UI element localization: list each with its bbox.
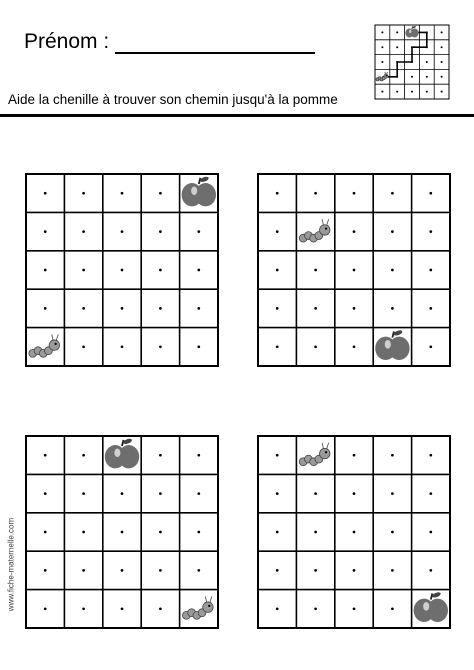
grid-dot <box>429 269 432 272</box>
grid-dot <box>391 569 394 572</box>
grid-dot <box>276 531 279 534</box>
grid-dot <box>121 607 124 610</box>
grid-dot <box>121 307 124 310</box>
grid-dot <box>159 269 162 272</box>
grid-dot <box>82 607 85 610</box>
grid-dot <box>121 269 124 272</box>
grid-dot <box>353 607 356 610</box>
grid-dot <box>429 192 432 195</box>
grid-dot <box>441 76 443 78</box>
grid-dot <box>44 569 47 572</box>
grid-dot <box>82 569 85 572</box>
grid-dot <box>396 31 398 33</box>
grid-dot <box>353 531 356 534</box>
grid-dot <box>44 307 47 310</box>
grid-dot <box>44 230 47 233</box>
grid-dot <box>441 91 443 93</box>
grid-dot <box>391 531 394 534</box>
grid-dot <box>44 454 47 457</box>
grid-dot <box>314 492 317 495</box>
grid-dot <box>441 61 443 63</box>
grid-dot <box>314 531 317 534</box>
grid-dot <box>82 345 85 348</box>
grid-dot <box>391 454 394 457</box>
grid-dot <box>396 61 398 63</box>
header-divider <box>0 114 474 117</box>
grid-dot <box>276 569 279 572</box>
grid-dot <box>411 46 413 48</box>
grid-dot <box>391 492 394 495</box>
grid-dot <box>44 492 47 495</box>
name-label: Prénom : <box>24 30 110 53</box>
grid-dot <box>82 307 85 310</box>
grid-dot <box>82 454 85 457</box>
grid-dot <box>159 192 162 195</box>
grid-dot <box>426 31 428 33</box>
maze-grid-4 <box>256 434 452 630</box>
maze-grid-1 <box>24 172 220 368</box>
grid-dot <box>429 230 432 233</box>
grid-dot <box>314 607 317 610</box>
grid-dot <box>353 345 356 348</box>
grid-dot <box>426 61 428 63</box>
name-field <box>24 30 315 54</box>
grid-dot <box>121 569 124 572</box>
grid-dot <box>396 76 398 78</box>
grid-dot <box>411 91 413 93</box>
grid-dot <box>391 307 394 310</box>
grid-dot <box>353 269 356 272</box>
grid-dot <box>429 454 432 457</box>
grid-dot <box>121 492 124 495</box>
grid-dot <box>44 192 47 195</box>
grid-dot <box>44 607 47 610</box>
grid-dot <box>44 531 47 534</box>
grid-dot <box>391 269 394 272</box>
grid-dot <box>314 345 317 348</box>
grid-dot <box>82 492 85 495</box>
grid-dot <box>441 46 443 48</box>
grid-dot <box>276 492 279 495</box>
grid-dot <box>429 531 432 534</box>
name-write-line[interactable] <box>115 34 315 54</box>
grid-dot <box>396 91 398 93</box>
grid-dot <box>159 454 162 457</box>
grid-dot <box>159 607 162 610</box>
grid-dot <box>121 192 124 195</box>
grid-dot <box>314 192 317 195</box>
grid-dot <box>441 31 443 33</box>
grid-dot <box>276 345 279 348</box>
grid-dot <box>391 192 394 195</box>
grid-dot <box>353 454 356 457</box>
grid-dot <box>391 230 394 233</box>
grid-dot <box>314 269 317 272</box>
grid-dot <box>429 569 432 572</box>
grid-dot <box>82 531 85 534</box>
grid-dot <box>159 531 162 534</box>
grid-dot <box>197 492 200 495</box>
grid-dot <box>381 46 383 48</box>
grid-dot <box>353 307 356 310</box>
grid-dot <box>159 307 162 310</box>
grid-dot <box>426 91 428 93</box>
grid-dot <box>381 61 383 63</box>
grid-dot <box>411 61 413 63</box>
grid-dot <box>276 454 279 457</box>
grid-dot <box>121 531 124 534</box>
grid-dot <box>276 269 279 272</box>
grid-dot <box>82 192 85 195</box>
grid-dot <box>353 192 356 195</box>
grid-dot <box>197 531 200 534</box>
grid-dot <box>276 607 279 610</box>
grid-dot <box>314 569 317 572</box>
grid-dot <box>353 569 356 572</box>
grid-dot <box>121 345 124 348</box>
grid-dot <box>159 345 162 348</box>
grid-dot <box>276 307 279 310</box>
website-watermark: www.fiche-maternelle.com <box>6 517 16 612</box>
grid-dot <box>82 230 85 233</box>
grid-dot <box>197 269 200 272</box>
example-grid <box>374 24 450 100</box>
grid-dot <box>276 230 279 233</box>
grid-dot <box>197 345 200 348</box>
grid-dot <box>391 607 394 610</box>
grid-dot <box>159 492 162 495</box>
grid-dot <box>197 307 200 310</box>
grid-dot <box>426 76 428 78</box>
maze-grid-2 <box>256 172 452 368</box>
grid-dot <box>159 230 162 233</box>
instruction-text: Aide la chenille à trouver son chemin jusqu'à la pomme <box>8 92 338 107</box>
grid-dot <box>429 307 432 310</box>
maze-grid-3 <box>24 434 220 630</box>
grid-dot <box>159 569 162 572</box>
grid-dot <box>353 492 356 495</box>
grid-dot <box>381 31 383 33</box>
grid-dot <box>276 192 279 195</box>
grid-dot <box>121 230 124 233</box>
grid-dot <box>197 454 200 457</box>
grid-dot <box>82 269 85 272</box>
grid-dot <box>429 492 432 495</box>
grid-dot <box>411 76 413 78</box>
grid-dot <box>381 91 383 93</box>
grid-dot <box>353 230 356 233</box>
grid-dot <box>314 307 317 310</box>
grid-dot <box>429 345 432 348</box>
grid-dot <box>44 269 47 272</box>
grid-dot <box>426 46 428 48</box>
grid-dot <box>396 46 398 48</box>
grid-dot <box>197 230 200 233</box>
grid-dot <box>197 569 200 572</box>
